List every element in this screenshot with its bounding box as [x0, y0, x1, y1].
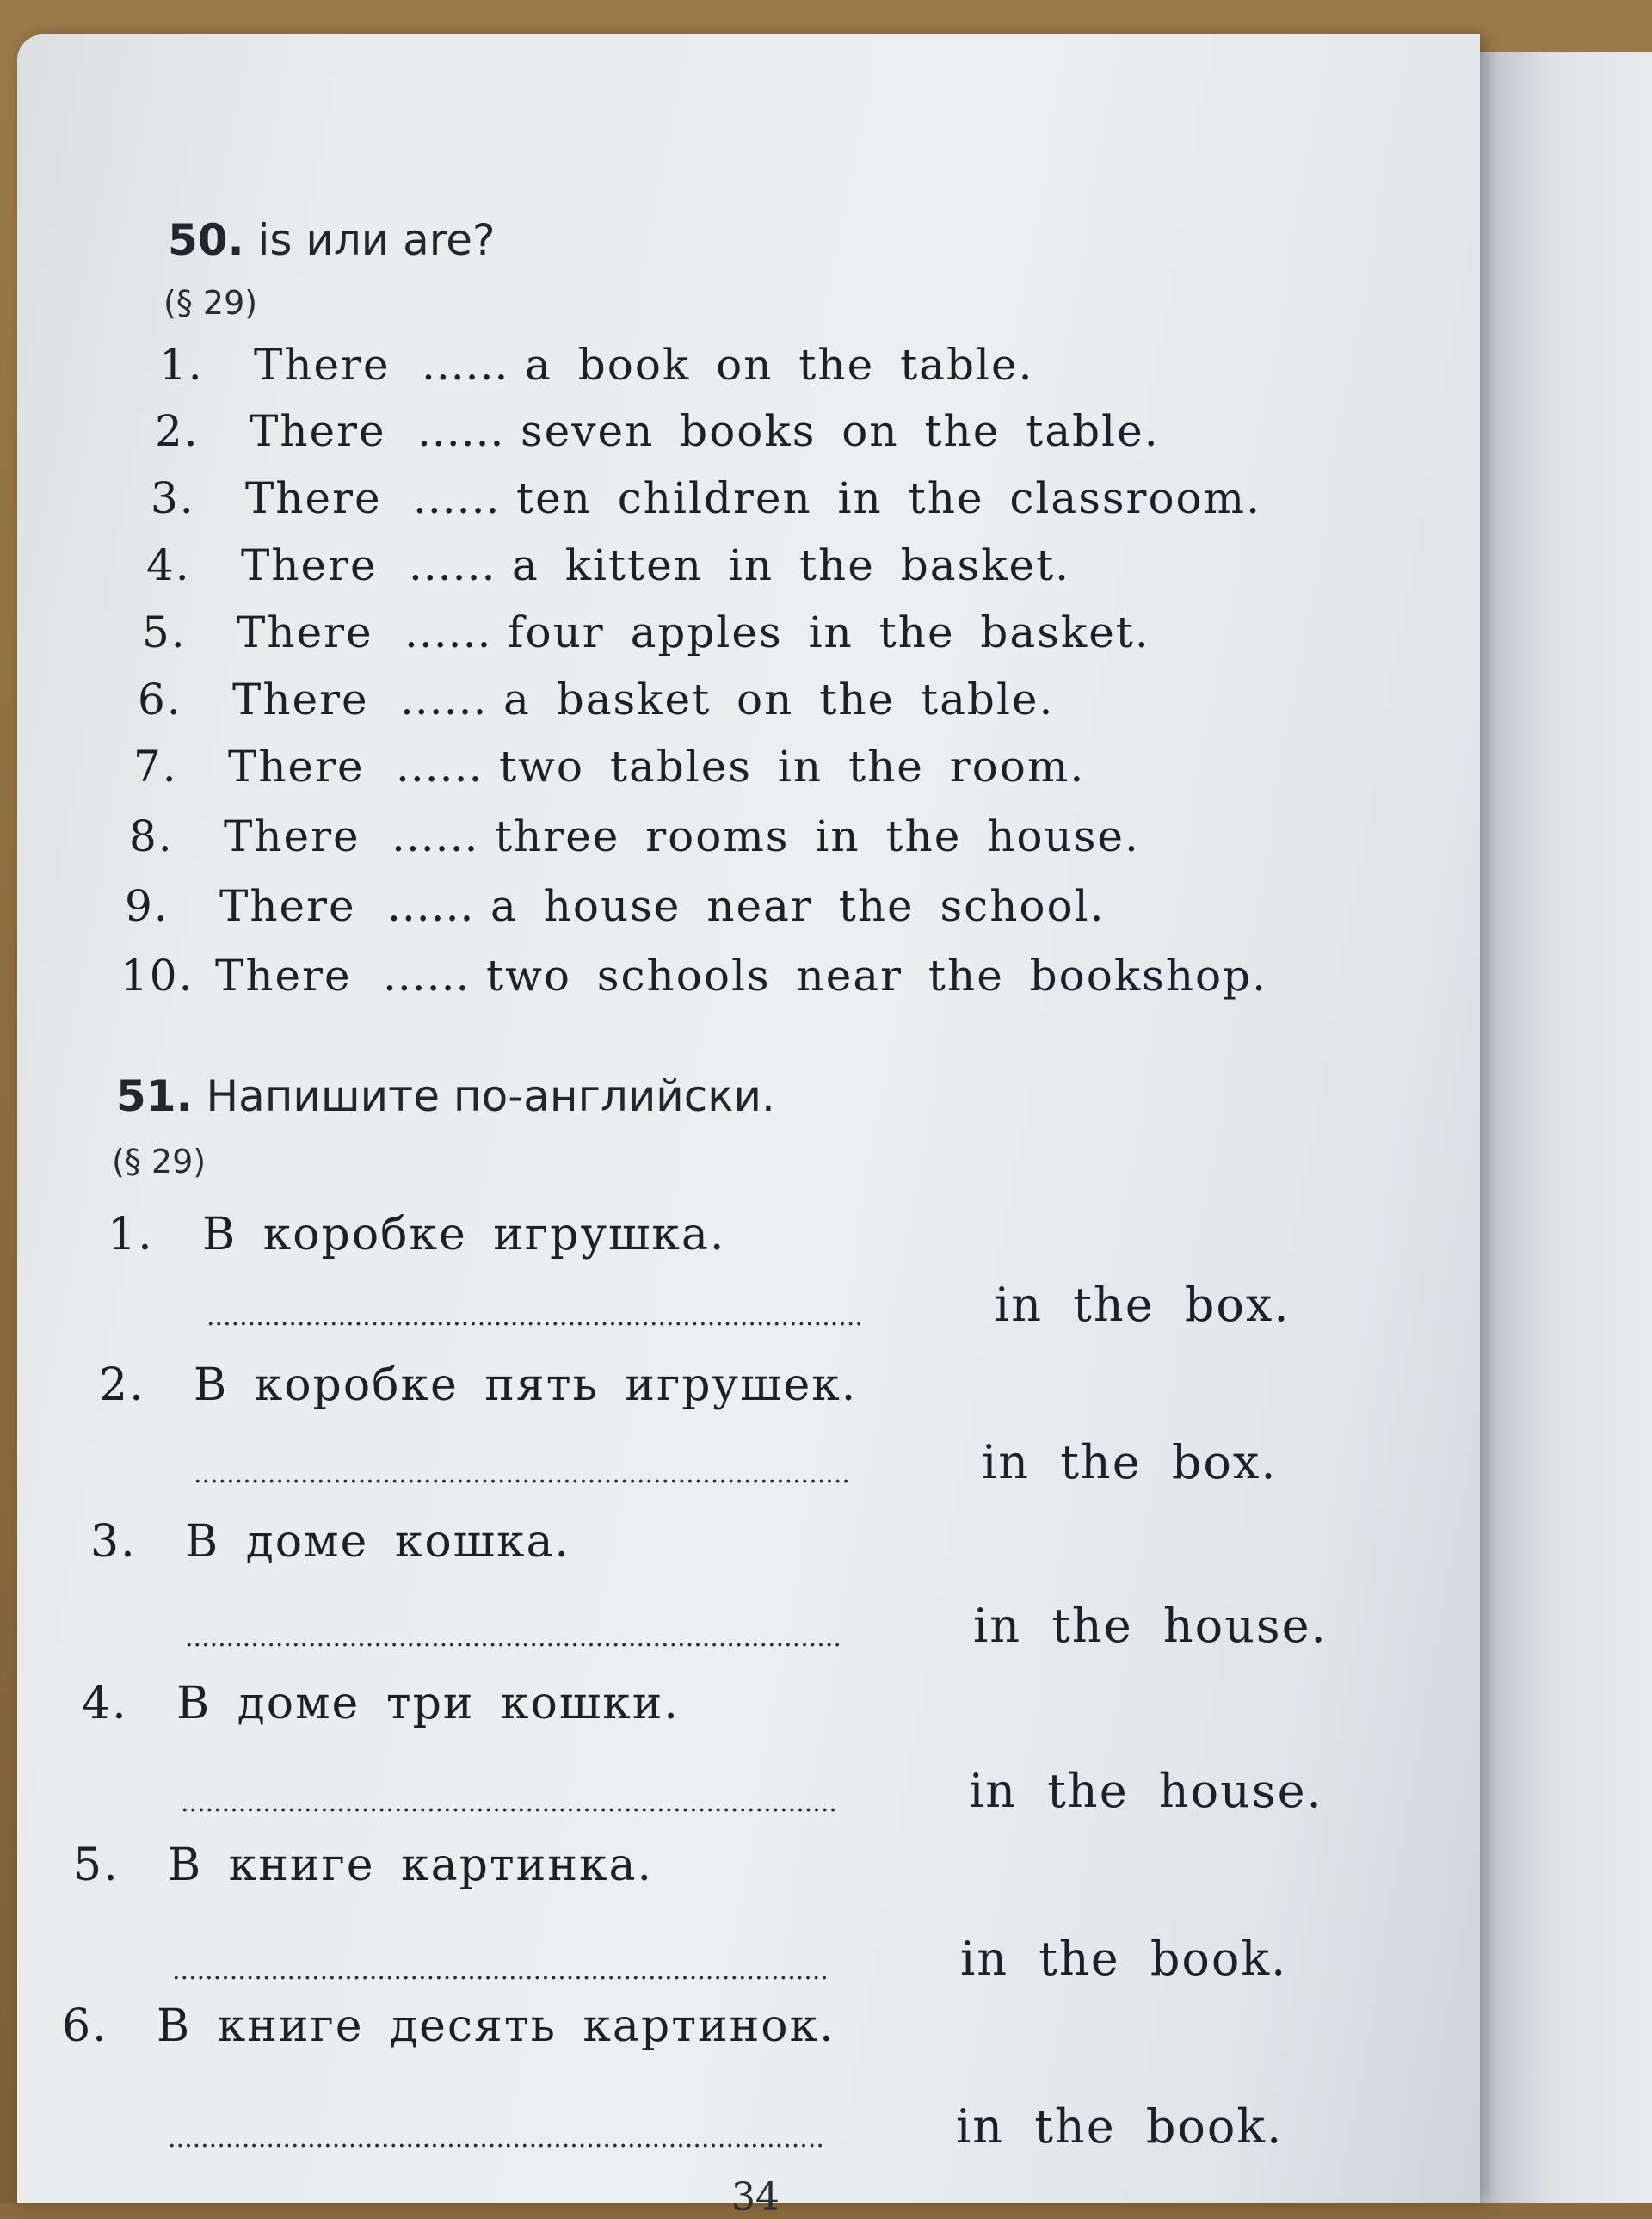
answer-blank: ................................................................................	[181, 1788, 837, 1818]
exercise-50-item	[146, 540, 1070, 590]
prompt-text: В доме кошка.	[185, 1516, 570, 1568]
exercise-51-prompt	[62, 2000, 835, 2052]
item-word: There	[215, 951, 352, 1001]
exercise-50-reference: (§ 29)	[163, 284, 258, 322]
item-word: There	[241, 540, 378, 590]
item-word: There	[228, 742, 365, 792]
item-rest: a kitten in the basket.	[512, 540, 1071, 590]
exercise-51-answer-line	[181, 1764, 1323, 1818]
answer-blank: ................................................................................	[206, 1302, 863, 1332]
item-word: There	[232, 675, 369, 724]
item-number: 4.	[146, 540, 191, 590]
item-number: 10.	[120, 951, 194, 1001]
item-rest: ten children in the classroom.	[516, 473, 1261, 523]
item-gap: ......	[396, 742, 484, 792]
item-number: 1.	[159, 340, 204, 390]
exercise-51-reference: (§ 29)	[112, 1143, 206, 1180]
item-word: There	[254, 340, 391, 390]
exercise-51-prompt	[90, 1516, 570, 1568]
item-gap: ......	[387, 881, 475, 931]
exercise-51-answer-line	[206, 1278, 1291, 1332]
item-rest: two schools near the bookshop.	[486, 951, 1268, 1001]
exercise-50-item	[133, 742, 1085, 792]
answer-text: in the book.	[956, 2099, 1284, 2154]
answer-text: in the house.	[973, 1599, 1328, 1653]
exercise-51-answer-line	[172, 1932, 1287, 1986]
item-number: 5.	[73, 1840, 120, 1891]
exercise-50-title	[168, 215, 496, 265]
item-gap: ......	[417, 406, 505, 456]
exercise-50-heading: is или are?	[257, 215, 496, 265]
answer-text: in the box.	[982, 1435, 1278, 1489]
item-rest: four apples in the basket.	[508, 607, 1150, 657]
item-gap: ......	[404, 607, 492, 657]
exercise-50-number: 50.	[168, 215, 244, 265]
item-number: 2.	[155, 406, 200, 456]
item-number: 6.	[138, 675, 182, 724]
item-rest: two tables in the room.	[499, 742, 1086, 792]
exercise-50-item	[155, 406, 1160, 456]
exercise-51-title	[116, 1071, 775, 1121]
prompt-text: В книге картинка.	[168, 1840, 654, 1891]
exercise-51-number: 51.	[116, 1071, 193, 1121]
exercise-50-item	[129, 811, 1140, 861]
item-rest: a house near the school.	[490, 881, 1106, 931]
exercise-51-prompt	[73, 1840, 653, 1891]
exercise-51-answer-line	[194, 1435, 1278, 1489]
item-gap: ......	[413, 473, 501, 523]
item-gap: ......	[400, 675, 488, 724]
item-number: 3.	[90, 1516, 137, 1568]
exercise-50-item	[120, 951, 1267, 1001]
answer-blank: ................................................................................	[185, 1623, 841, 1653]
item-gap: ......	[391, 811, 479, 861]
item-rest: seven books on the table.	[521, 406, 1160, 456]
exercise-51-answer-line	[185, 1599, 1328, 1653]
answer-blank: ................................................................................	[194, 1459, 850, 1489]
item-number: 8.	[129, 811, 174, 861]
item-number: 9.	[125, 881, 170, 931]
item-number: 4.	[82, 1678, 128, 1729]
answer-text: in the book.	[960, 1932, 1288, 1986]
answer-blank: ................................................................................	[172, 1956, 829, 1986]
exercise-51-heading: Напишите по-английски.	[206, 1071, 775, 1121]
item-rest: a book on the table.	[525, 340, 1034, 390]
item-word: There	[219, 881, 356, 931]
item-word: There	[224, 811, 361, 861]
item-gap: ......	[422, 340, 509, 390]
prompt-text: В коробке пять игрушек.	[194, 1359, 858, 1411]
item-number: 7.	[133, 742, 178, 792]
answer-text: in the house.	[969, 1764, 1323, 1818]
item-rest: a basket on the table.	[503, 675, 1055, 724]
exercise-51-prompt	[108, 1209, 725, 1261]
item-number: 1.	[108, 1209, 154, 1261]
item-word: There	[237, 607, 373, 657]
exercise-50-item	[159, 340, 1033, 390]
item-rest: three rooms in the house.	[495, 811, 1140, 861]
item-number: 2.	[99, 1359, 145, 1411]
item-word: There	[245, 473, 382, 523]
exercise-50-item	[125, 881, 1105, 931]
exercise-50-item	[142, 607, 1150, 657]
item-gap: ......	[383, 951, 471, 1001]
prompt-text: В доме три кошки.	[176, 1678, 680, 1729]
exercise-51-prompt	[82, 1678, 680, 1729]
exercise-51-prompt	[99, 1359, 857, 1411]
item-number: 5.	[142, 607, 187, 657]
item-number: 3.	[151, 473, 195, 523]
answer-text: in the box.	[995, 1278, 1291, 1332]
answer-blank: ................................................................................	[168, 2123, 824, 2154]
item-gap: ......	[409, 540, 496, 590]
item-number: 6.	[62, 2000, 108, 2052]
exercise-50-item	[151, 473, 1261, 523]
prompt-text: В книге десять картинок.	[157, 2000, 835, 2052]
item-word: There	[250, 406, 386, 456]
exercise-51-answer-line	[168, 2099, 1283, 2154]
page-number: 34	[731, 2175, 780, 2219]
prompt-text: В коробке игрушка.	[202, 1209, 726, 1261]
exercise-50-item	[138, 675, 1054, 724]
